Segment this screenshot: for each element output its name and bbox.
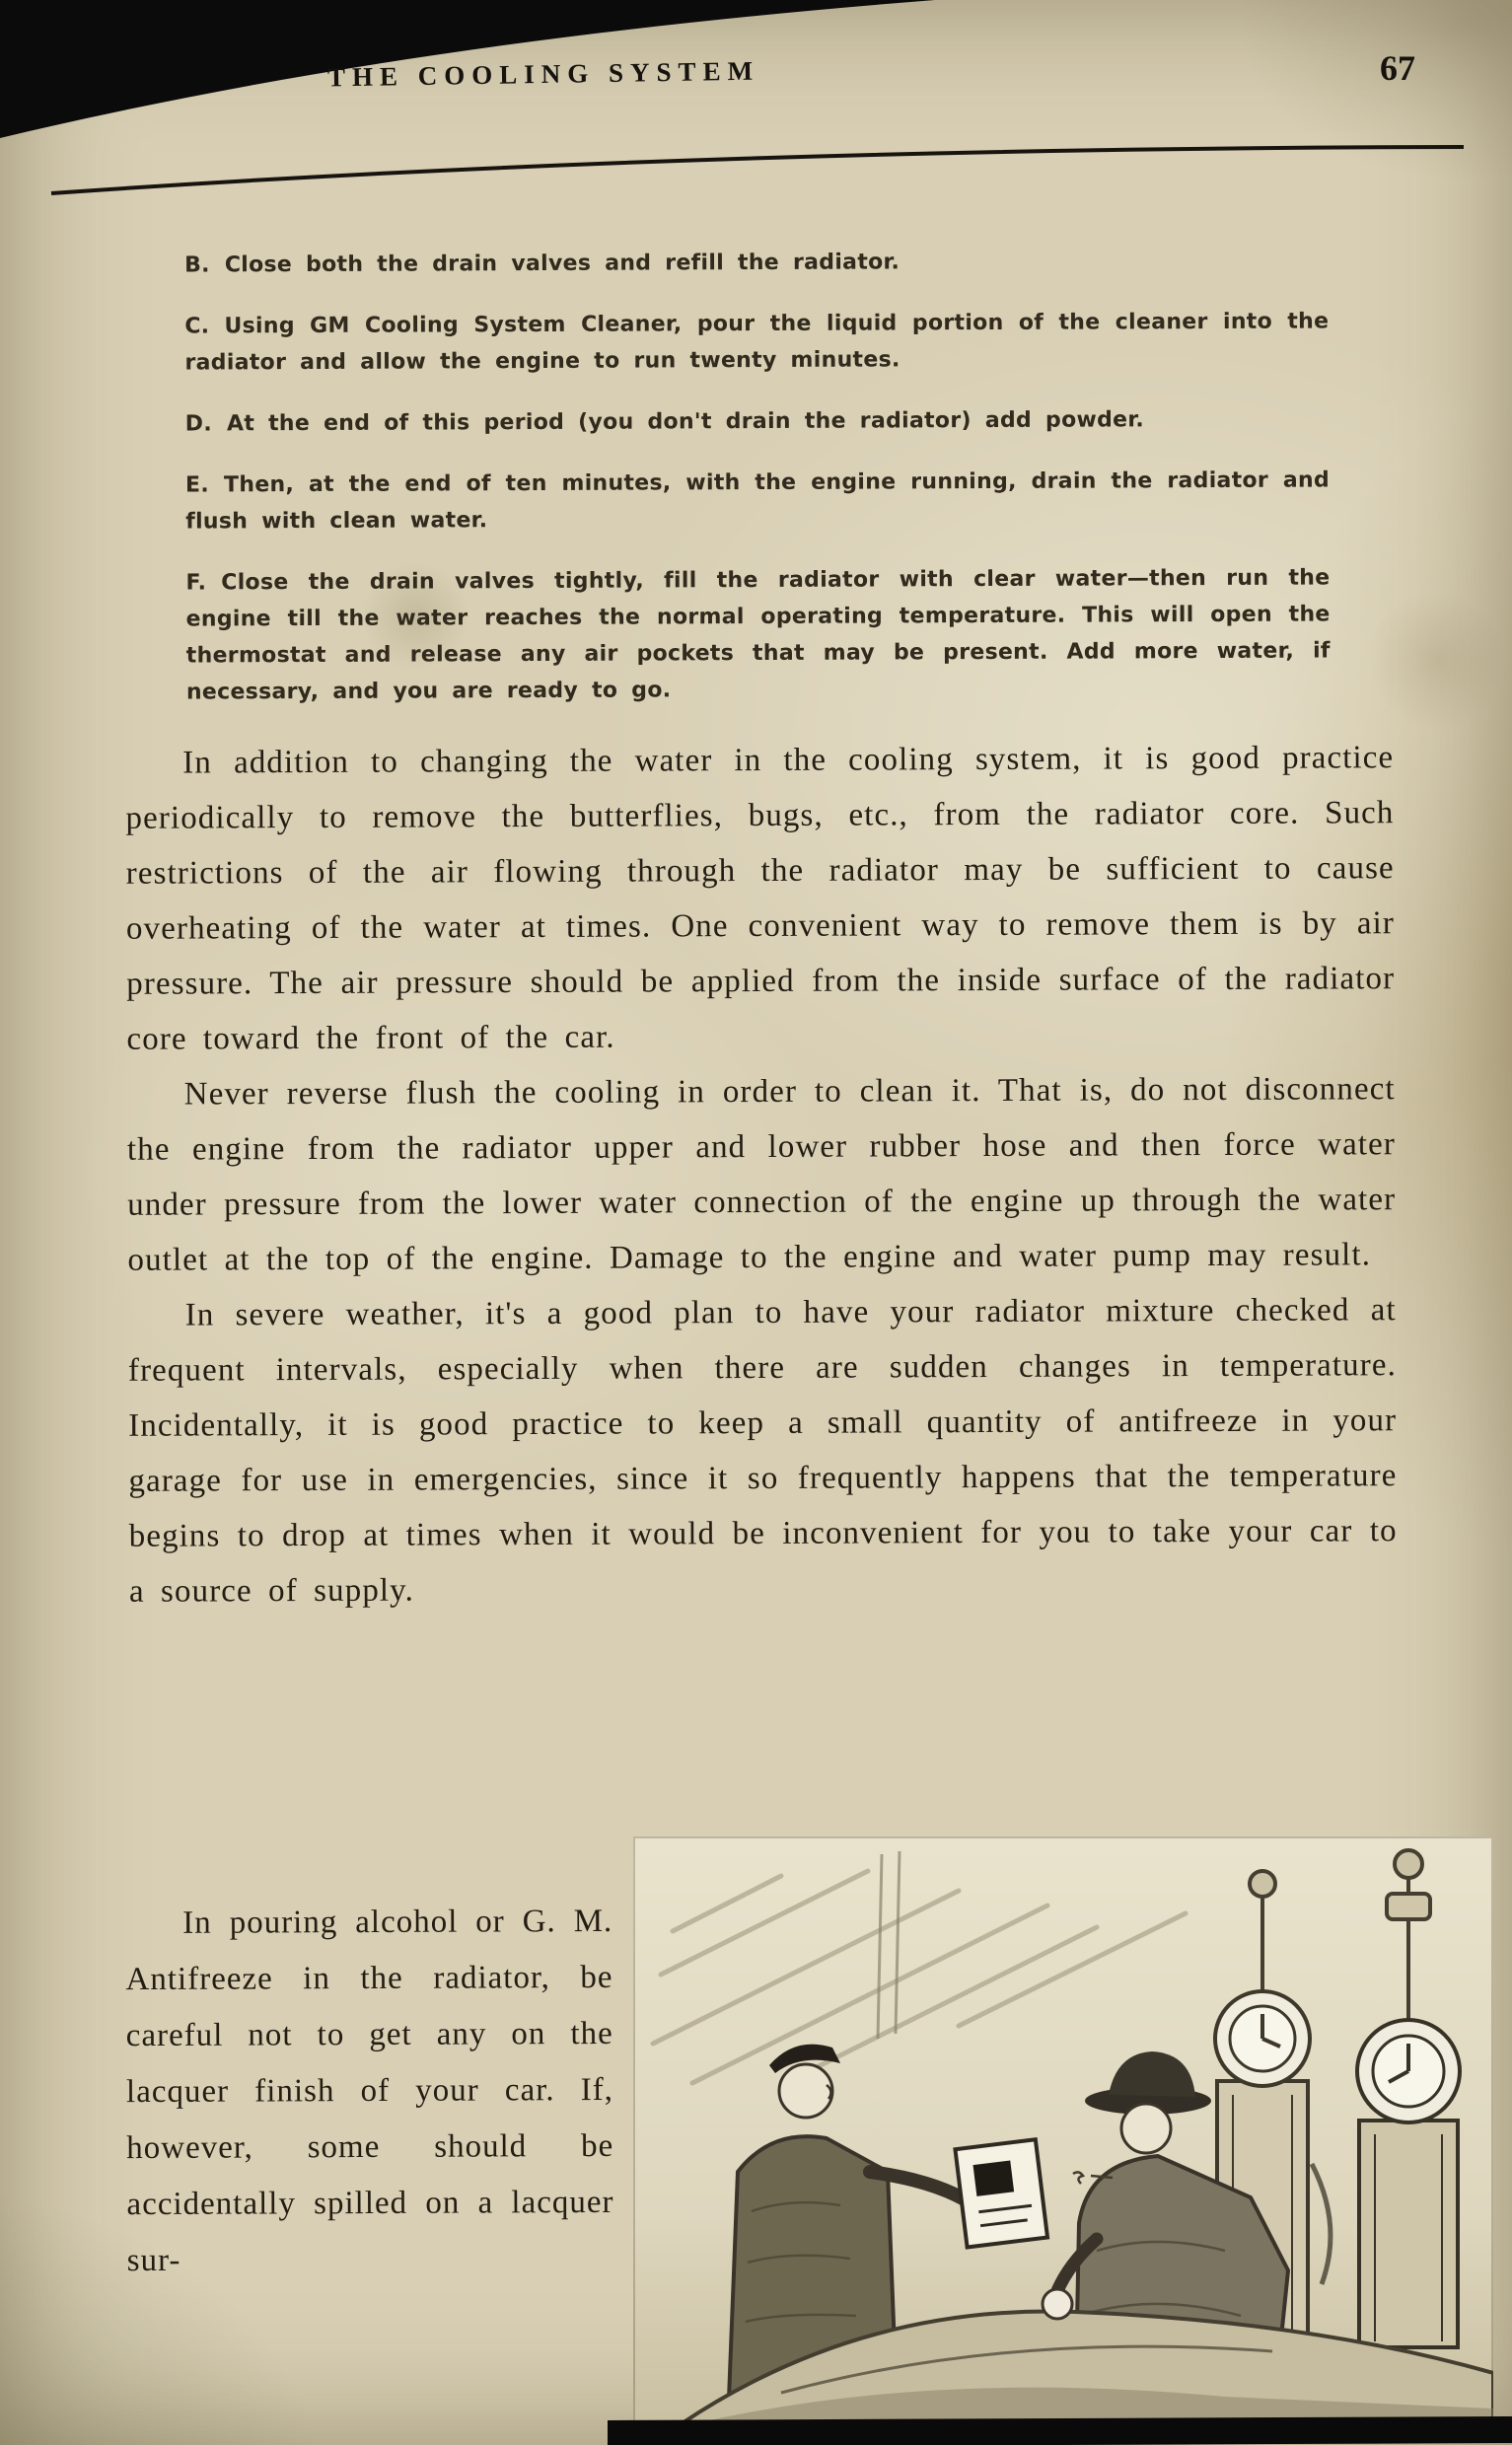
list-item-letter: E. xyxy=(184,472,210,498)
list-item-text: Then, at the end of ten minutes, with the engine running, drain the radiator and flush with clean water. xyxy=(185,467,1331,535)
body-paragraph: Never reverse flush the cooling in order to clean it. That is, do not disconnect the engine from the radiator upper and lower rubber hose and then force water under pressure from the lower water connection of the engine up through the water outlet at the top of the engine. Damage to the engine and water pump may result. xyxy=(126,1071,1397,1278)
list-item-letter: B. xyxy=(183,252,210,278)
list-item-text: Close both the drain valves and refill the radiator. xyxy=(224,250,900,278)
page-title: THE COOLING SYSTEM xyxy=(326,55,760,93)
list-item-text: Close the drain valves tightly, fill the radiator with clear water—then run the engine till the water reaches the normal operating temperature. This will open the thermostat and release any air pockets that may be present. Add more water, if necessary, and you are ready to go. xyxy=(185,565,1331,705)
antifreeze-can xyxy=(955,2139,1047,2247)
list-item xyxy=(185,400,1330,442)
list-item xyxy=(185,462,1330,539)
list-item xyxy=(184,303,1329,381)
gas-pump-right xyxy=(1357,2020,1460,2347)
procedure-list xyxy=(184,242,1331,710)
list-item-letter: D. xyxy=(184,411,213,437)
list-item-text: Using GM Cooling System Cleaner, pour the liquid portion of the cleaner into the radiator and allow the engine to run twenty minutes. xyxy=(184,309,1330,376)
list-item-letter: C. xyxy=(184,314,210,339)
list-item-letter: F. xyxy=(185,570,207,596)
radiator-cap xyxy=(1043,2289,1072,2319)
header-rule xyxy=(51,147,1464,193)
service-station-illustration xyxy=(633,1836,1493,2424)
list-item xyxy=(184,242,1329,283)
body-paragraph-wrapped: In pouring alcohol or G. M. Antifreeze in the radiator, be careful not to get any on the lacquer finish of your car. If, however, some should be accidentally spilled on a lacquer sur- xyxy=(125,1903,614,2279)
body-paragraph: In severe weather, it's a good plan to have your radiator mixture checked at frequent intervals, especially when there are sudden changes in temperature. Incidentally, it is good practice to keep a small quantity of antifreeze in your garage for use in emergencies, since it so frequently happens that the temperature begins to drop at times when it would be inconvenient for you to take your car to a source of supply. xyxy=(127,1292,1398,1610)
page-number: 67 xyxy=(1380,48,1415,88)
list-item xyxy=(185,559,1331,710)
page-body xyxy=(123,242,1398,1619)
scan-edge-top xyxy=(0,0,1512,227)
scan-edge-bottom xyxy=(608,2416,1512,2445)
list-item-text: At the end of this period (you don't drain the radiator) add powder. xyxy=(226,407,1145,437)
body-paragraph: In addition to changing the water in the cooling system, it is good practice periodically to remove the butterflies, bugs, etc., from the radiator core. Such restrictions of the air flowing through the radiator may be sufficient to cause overheating of the water at times. One convenient way to remove them is by air pressure. The air pressure should be applied from the inside surface of the radiator core toward the front of the car. xyxy=(125,740,1396,1057)
